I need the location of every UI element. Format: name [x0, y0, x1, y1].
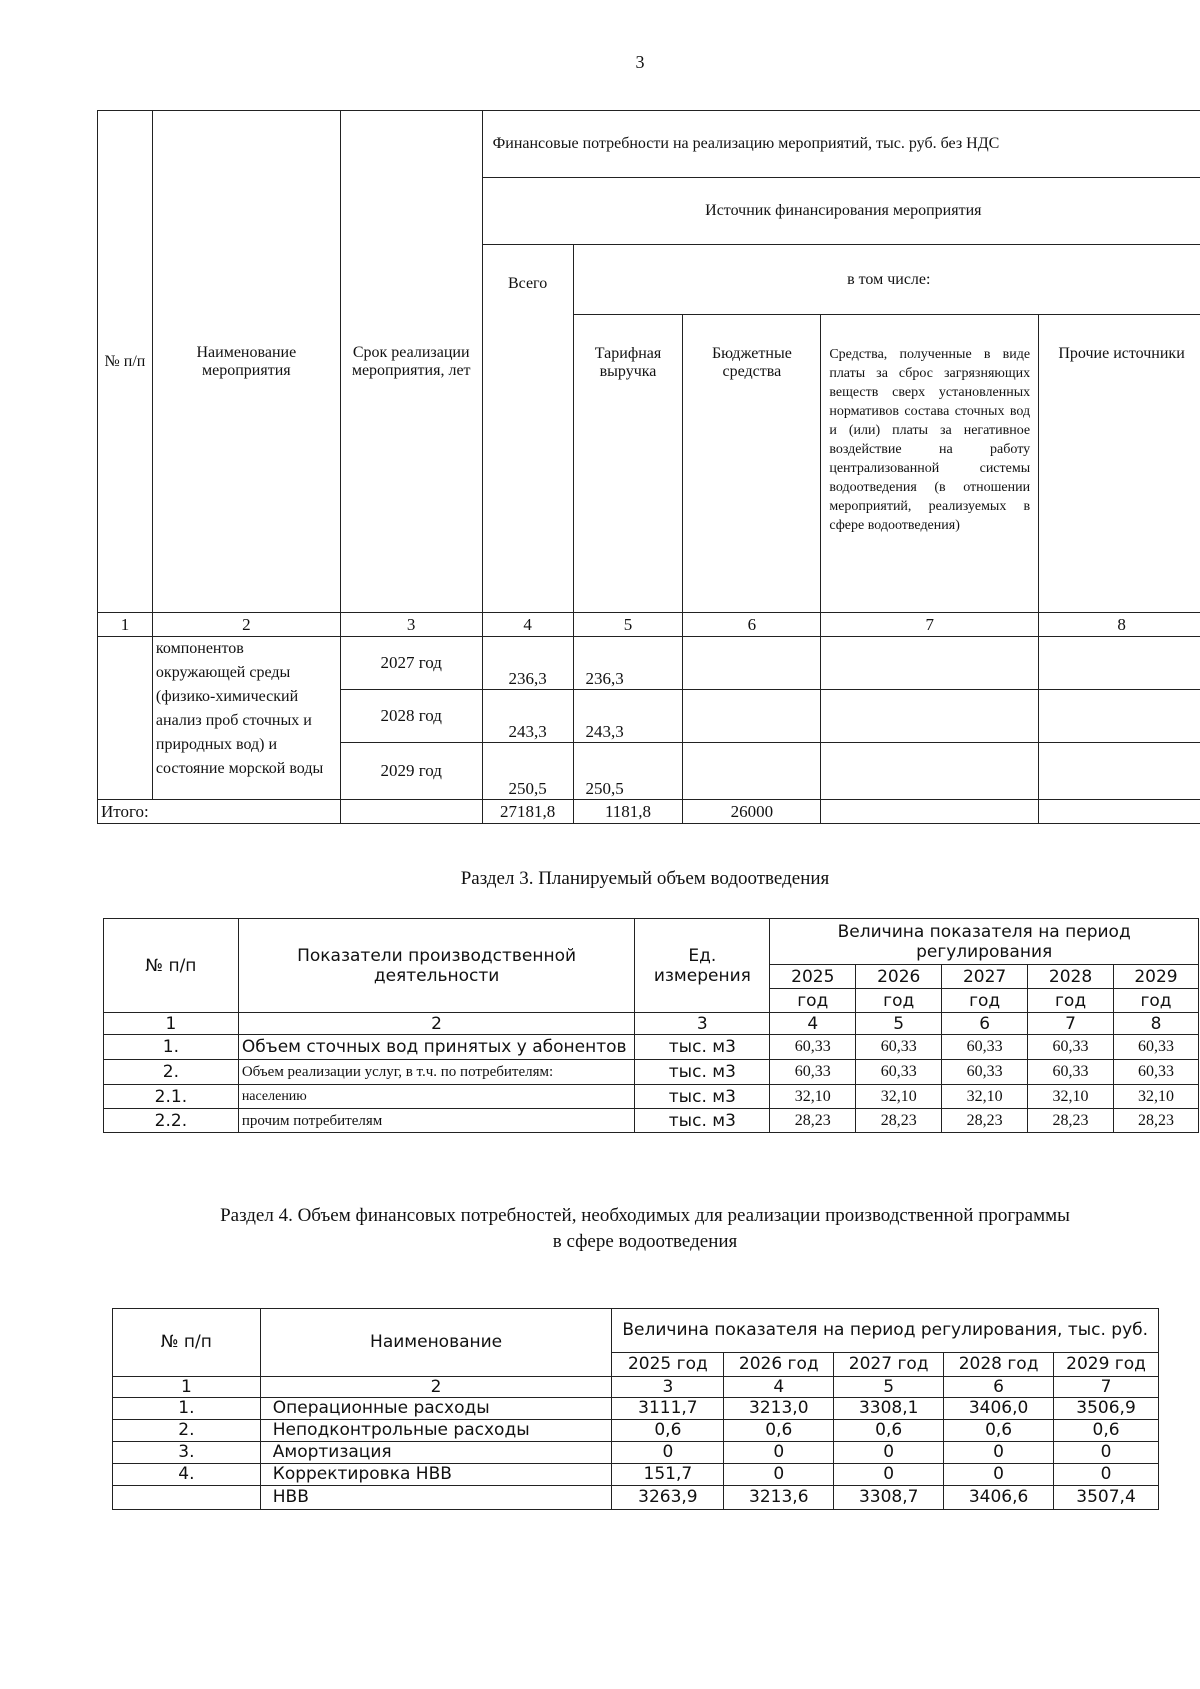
event-name: компонентов окружающей среды (физико-химический анализ проб сточных и природных вод) и состояние морской воды [152, 637, 340, 800]
row-value: 60,33 [1028, 1035, 1114, 1060]
header-year: 2025 год [612, 1353, 724, 1377]
header-year: 2026 год [724, 1353, 834, 1377]
header-period: Величина показателя на период регулирования, тыс. руб. [612, 1309, 1159, 1353]
row-unit: тыс. м3 [635, 1085, 770, 1109]
total-other [1039, 800, 1200, 824]
header-year: 2027 год [834, 1353, 944, 1377]
header-year: 2029 год [1054, 1353, 1159, 1377]
row-other [1039, 690, 1200, 743]
row-value: 0,6 [612, 1420, 724, 1442]
row-fees [821, 690, 1039, 743]
header-budget: Бюджетные средства [683, 315, 821, 613]
col-number: 5 [856, 1013, 942, 1035]
table-row [113, 1442, 1159, 1464]
col-number: 8 [1039, 613, 1200, 637]
row-no: 2. [113, 1420, 261, 1442]
col-number: 6 [944, 1377, 1054, 1398]
row-value: 32,10 [1114, 1085, 1199, 1109]
row-value: 0,6 [724, 1420, 834, 1442]
row-name: НВВ [260, 1486, 612, 1510]
row-value: 60,33 [1114, 1035, 1199, 1060]
row-value: 0,6 [834, 1420, 944, 1442]
row-value: 3308,1 [834, 1398, 944, 1420]
col-number: 2 [260, 1377, 612, 1398]
col-number: 3 [612, 1377, 724, 1398]
row-value: 0 [1054, 1442, 1159, 1464]
row-value: 60,33 [856, 1035, 942, 1060]
col-number: 2 [238, 1013, 635, 1035]
row-value: 28,23 [770, 1109, 856, 1133]
row-total: 250,5 [482, 743, 573, 800]
row-value: 0 [944, 1464, 1054, 1486]
row-year: 2027 год [340, 637, 482, 690]
page-number: 3 [635, 52, 645, 72]
row-no: 2. [104, 1060, 239, 1085]
row-value: 28,23 [1028, 1109, 1114, 1133]
header-event-name: Наименование мероприятия [152, 111, 340, 613]
section4-title-line1: Раздел 4. Объем финансовых потребностей, необходимых для реализации производственной программы [220, 1205, 1070, 1226]
row-value: 32,10 [1028, 1085, 1114, 1109]
header-financial-needs: Финансовые потребности на реализацию мероприятий, тыс. руб. без НДС [482, 111, 1200, 178]
header-fees: Средства, полученные в виде платы за сброс загрязняющих веществ сверх установленных нормативов состава сточных вод и (или) платы за негативное воздействие на работу централизованной системы водоотведения (в отношении мероприятий, реализуемых в сфере водоотведения) [821, 315, 1039, 613]
row-value: 32,10 [856, 1085, 942, 1109]
row-value: 3263,9 [612, 1486, 724, 1510]
row-name: Операционные расходы [260, 1398, 612, 1420]
col-number: 4 [482, 613, 573, 637]
wastewater-volume-table [103, 918, 1199, 1133]
row-tariff: 243,3 [573, 690, 683, 743]
header-no: № п/п [98, 111, 153, 613]
header-year: 2026 [856, 965, 942, 989]
row-fees [821, 743, 1039, 800]
row-name: Объем реализации услуг, в т.ч. по потребителям: [238, 1060, 635, 1085]
row-budget [683, 690, 821, 743]
col-number: 3 [340, 613, 482, 637]
table-row [113, 1486, 1159, 1510]
col-number: 6 [942, 1013, 1028, 1035]
row-value: 0 [724, 1442, 834, 1464]
row-no: 1. [104, 1035, 239, 1060]
row-value: 60,33 [1114, 1060, 1199, 1085]
header-total: Всего [482, 245, 573, 613]
table-row [113, 1420, 1159, 1442]
row-tariff: 250,5 [573, 743, 683, 800]
header-funding-source: Источник финансирования мероприятия [482, 178, 1200, 245]
row-value: 3308,7 [834, 1486, 944, 1510]
row-year: 2028 год [340, 690, 482, 743]
row-value: 28,23 [942, 1109, 1028, 1133]
row-budget [683, 743, 821, 800]
header-unit: Ед. измерения [635, 919, 770, 1013]
col-number: 5 [573, 613, 683, 637]
total-term [340, 800, 482, 824]
row-value: 3213,0 [724, 1398, 834, 1420]
row-no: 4. [113, 1464, 261, 1486]
total-budget: 26000 [683, 800, 821, 824]
row-value: 3213,6 [724, 1486, 834, 1510]
col-number: 1 [98, 613, 153, 637]
row-value: 0 [612, 1442, 724, 1464]
table-row [113, 1398, 1159, 1420]
row-name: Амортизация [260, 1442, 612, 1464]
row-value: 60,33 [1028, 1060, 1114, 1085]
row-value: 0,6 [944, 1420, 1054, 1442]
row-value: 3406,6 [944, 1486, 1054, 1510]
header-term: Срок реализации мероприятия, лет [340, 111, 482, 613]
row-unit: тыс. м3 [635, 1060, 770, 1085]
row-total: 243,3 [482, 690, 573, 743]
section4-title-line2: в сфере водоотведения [552, 1231, 738, 1252]
row-value: 3406,0 [944, 1398, 1054, 1420]
section4-title [0, 1203, 1200, 1255]
row-name: Объем сточных вод принятых у абонентов [238, 1035, 635, 1060]
row-value: 60,33 [856, 1060, 942, 1085]
row-value: 60,33 [942, 1035, 1028, 1060]
header-year: 2027 [942, 965, 1028, 989]
financial-needs-table [112, 1308, 1159, 1510]
total-label: Итого: [98, 800, 341, 824]
row-year: 2029 год [340, 743, 482, 800]
header-year: 2028 год [944, 1353, 1054, 1377]
header-year-word: год [856, 989, 942, 1013]
col-number: 6 [683, 613, 821, 637]
header-name: Наименование [260, 1309, 612, 1377]
table-row [104, 1060, 1199, 1085]
row-fees [821, 637, 1039, 690]
total-sum: 27181,8 [482, 800, 573, 824]
row-value: 3506,9 [1054, 1398, 1159, 1420]
row-value: 32,10 [770, 1085, 856, 1109]
row-value: 60,33 [770, 1060, 856, 1085]
header-tariff: Тарифная выручка [573, 315, 683, 613]
row-no: 3. [113, 1442, 261, 1464]
row-value: 151,7 [612, 1464, 724, 1486]
row-value: 0 [834, 1442, 944, 1464]
row-no [113, 1486, 261, 1510]
table-row [104, 1109, 1199, 1133]
row-unit: тыс. м3 [635, 1035, 770, 1060]
col-number: 1 [104, 1013, 239, 1035]
header-year-word: год [1114, 989, 1199, 1013]
row-unit: тыс. м3 [635, 1109, 770, 1133]
table-row [104, 1085, 1199, 1109]
row-name: Корректировка НВВ [260, 1464, 612, 1486]
row-no-empty [98, 637, 153, 800]
events-financing-table [97, 110, 1200, 824]
header-no: № п/п [104, 919, 239, 1013]
header-no: № п/п [113, 1309, 261, 1377]
col-number: 5 [834, 1377, 944, 1398]
section3-title: Раздел 3. Планируемый объем водоотведения [460, 868, 830, 889]
header-year-word: год [942, 989, 1028, 1013]
row-value: 0 [834, 1464, 944, 1486]
row-no: 1. [113, 1398, 261, 1420]
row-other [1039, 743, 1200, 800]
row-value: 0 [724, 1464, 834, 1486]
row-value: 60,33 [942, 1060, 1028, 1085]
row-value: 28,23 [1114, 1109, 1199, 1133]
total-tariff: 1181,8 [573, 800, 683, 824]
row-total: 236,3 [482, 637, 573, 690]
header-other: Прочие источники [1039, 315, 1200, 613]
col-number: 3 [635, 1013, 770, 1035]
col-number: 8 [1114, 1013, 1199, 1035]
table-row [113, 1464, 1159, 1486]
row-value: 32,10 [942, 1085, 1028, 1109]
row-name: Неподконтрольные расходы [260, 1420, 612, 1442]
col-number: 7 [1028, 1013, 1114, 1035]
header-year-word: год [1028, 989, 1114, 1013]
row-budget [683, 637, 821, 690]
row-value: 0 [1054, 1464, 1159, 1486]
col-number: 2 [152, 613, 340, 637]
col-number: 4 [770, 1013, 856, 1035]
col-number: 1 [113, 1377, 261, 1398]
col-number: 4 [724, 1377, 834, 1398]
row-name: населению [238, 1085, 635, 1109]
row-value: 60,33 [770, 1035, 856, 1060]
row-value: 28,23 [856, 1109, 942, 1133]
row-no: 2.2. [104, 1109, 239, 1133]
row-value: 0,6 [1054, 1420, 1159, 1442]
row-no: 2.1. [104, 1085, 239, 1109]
header-year-word: год [770, 989, 856, 1013]
header-indicators: Показатели производственной деятельности [238, 919, 635, 1013]
row-other [1039, 637, 1200, 690]
table-row [104, 1035, 1199, 1060]
total-fees [821, 800, 1039, 824]
row-value: 3507,4 [1054, 1486, 1159, 1510]
header-year: 2029 [1114, 965, 1199, 989]
header-year: 2025 [770, 965, 856, 989]
row-name: прочим потребителям [238, 1109, 635, 1133]
col-number: 7 [1054, 1377, 1159, 1398]
header-including: в том числе: [573, 245, 1200, 315]
header-year: 2028 [1028, 965, 1114, 989]
header-period: Величина показателя на период регулирования [770, 919, 1199, 965]
row-tariff: 236,3 [573, 637, 683, 690]
row-value: 3111,7 [612, 1398, 724, 1420]
col-number: 7 [821, 613, 1039, 637]
row-value: 0 [944, 1442, 1054, 1464]
